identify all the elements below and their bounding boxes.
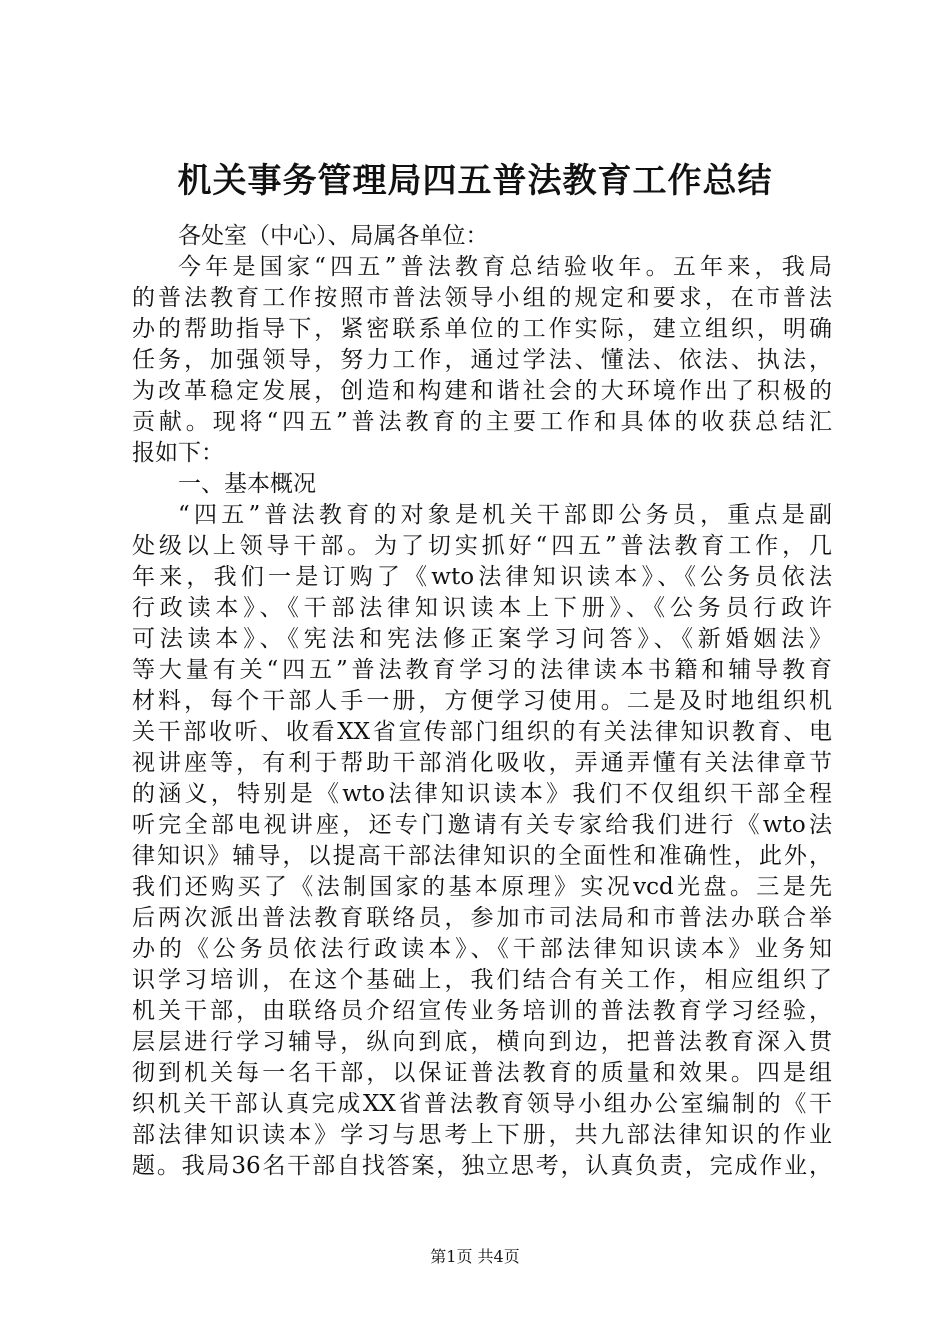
- paragraph-line: 机关干部，由联络员介绍宣传业务培训的普法教育学习经验，: [132, 998, 832, 1024]
- paragraph-line: 材料，每个干部人手一册，方便学习使用。二是及时地组织机: [132, 688, 832, 714]
- paragraph-line: 办的《公务员依法行政读本》、《干部法律知识读本》业务知: [132, 936, 832, 962]
- paragraph-line: 彻到机关每一名干部，以保证普法教育的质量和效果。四是组: [132, 1060, 832, 1086]
- document-body: [132, 221, 832, 1182]
- paragraph-line: 年来，我们一是订购了《wto法律知识读本》、《公务员依法: [132, 564, 832, 590]
- paragraph-line: 我们还购买了《法制国家的基本原理》实况vcd光盘。三是先: [132, 874, 832, 900]
- paragraph-line: 的普法教育工作按照市普法领导小组的规定和要求，在市普法: [132, 285, 832, 311]
- paragraph-line: 等大量有关“四五”普法教育学习的法律读本书籍和辅导教育: [132, 657, 832, 683]
- paragraph-line: 可法读本》、《宪法和宪法修正案学习问答》、《新婚姻法》: [132, 626, 832, 652]
- paragraph-line: 办的帮助指导下，紧密联系单位的工作实际，建立组织，明确: [132, 316, 832, 342]
- paragraph-line: 任务，加强领导，努力工作，通过学法、懂法、依法、执法，: [132, 347, 832, 373]
- paragraph-line: 今年是国家“四五”普法教育总结验收年。五年来，我局: [178, 254, 832, 280]
- paragraph-line: 题。我局36名干部自找答案，独立思考，认真负责，完成作业，: [132, 1153, 832, 1179]
- paragraph-line: 层层进行学习辅导，纵向到底，横向到边，把普法教育深入贯: [132, 1029, 832, 1055]
- salutation-line: 各处室（中心）、局属各单位：: [178, 223, 489, 249]
- paragraph-line: 部法律知识读本》学习与思考上下册，共九部法律知识的作业: [132, 1122, 832, 1148]
- paragraph-line: 为改革稳定发展，创造和构建和谐社会的大环境作出了积极的: [132, 378, 832, 404]
- section-heading: 一、基本概况: [178, 471, 316, 497]
- paragraph-line: 报如下：: [132, 440, 224, 466]
- paragraph-line: 的涵义，特别是《wto法律知识读本》我们不仅组织干部全程: [132, 781, 832, 807]
- paragraph-line: 律知识》辅导，以提高干部法律知识的全面性和准确性，此外，: [132, 843, 832, 869]
- paragraph-line: 视讲座等，有利于帮助干部消化吸收，弄通弄懂有关法律章节: [132, 750, 832, 776]
- paragraph-line: 关干部收听、收看XX省宣传部门组织的有关法律知识教育、电: [132, 719, 832, 745]
- paragraph-line: 后两次派出普法教育联络员，参加市司法局和市普法办联合举: [132, 905, 832, 931]
- paragraph-line: 处级以上领导干部。为了切实抓好“四五”普法教育工作，几: [132, 533, 832, 559]
- paragraph-line: 识学习培训，在这个基础上，我们结合有关工作，相应组织了: [132, 967, 832, 993]
- paragraph-line: 行政读本》、《干部法律知识读本上下册》、《公务员行政许: [132, 595, 832, 621]
- paragraph-line: “四五”普法教育的对象是机关干部即公务员，重点是副: [178, 502, 832, 528]
- page-number-footer: 第1页 共4页: [430, 1247, 520, 1266]
- paragraph-line: 听完全部电视讲座，还专门邀请有关专家给我们进行《wto法: [132, 812, 832, 838]
- document-title: 机关事务管理局四五普法教育工作总结: [177, 161, 773, 201]
- paragraph-line: 贡献。现将“四五”普法教育的主要工作和具体的收获总结汇: [132, 409, 832, 435]
- paragraph-line: 织机关干部认真完成XX省普法教育领导小组办公室编制的《干: [132, 1091, 832, 1117]
